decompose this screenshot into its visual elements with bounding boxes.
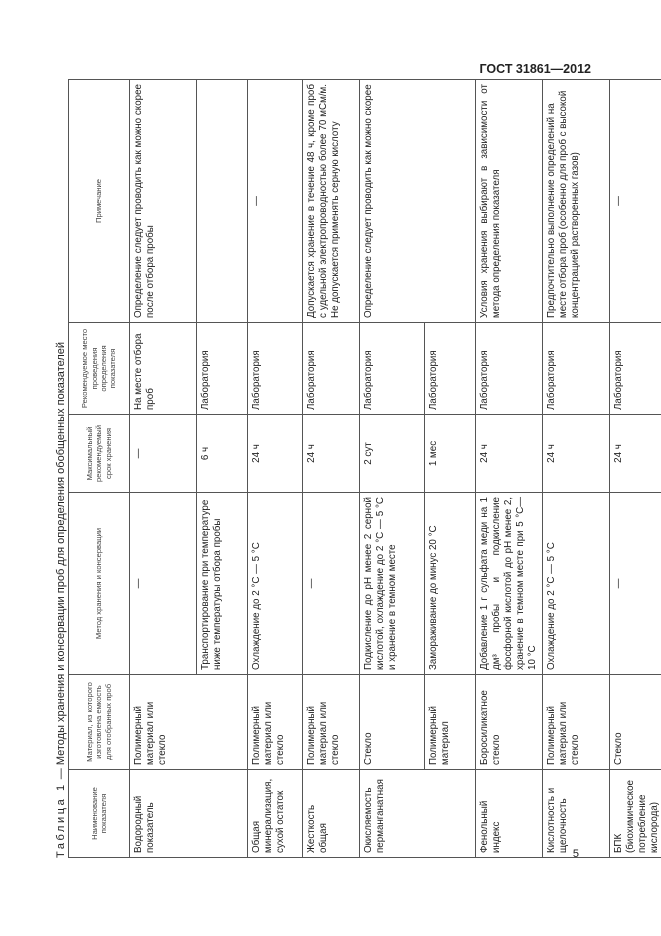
cell-method: — xyxy=(303,493,360,675)
table-row xyxy=(248,80,303,858)
cell-note: — xyxy=(610,80,661,323)
page-number: 5 xyxy=(572,848,579,860)
cell-place: Лаборатория xyxy=(303,323,360,415)
table-row xyxy=(360,80,425,858)
cell-method: Охлаждение до 2 °С — 5 °С xyxy=(248,493,303,675)
cell-material: Полимерный материал или стекло xyxy=(248,675,303,770)
table-row xyxy=(476,80,543,858)
cell-indicator: БПК (биохимическое потребление кислорода) xyxy=(610,770,661,858)
cell-place: Лаборатория xyxy=(425,323,476,415)
cell-material: Полимерный материал или стекло xyxy=(130,675,248,770)
cell-method: Подкисление до рН менее 2 серной кислотой, охлаждение до 2 °С — 5 °С и хранение в темном месте xyxy=(360,493,425,675)
cell-term: 6 ч xyxy=(197,415,248,493)
cell-material: Стекло xyxy=(610,675,661,770)
cell-term: 2 сут xyxy=(360,415,425,493)
cell-indicator: Фенольный индекс xyxy=(476,770,543,858)
column-header-term: Максимальный рекомендуемый срок хранения xyxy=(69,415,130,493)
cell-note: Допускается хранение в течение 48 ч, кроме проб с удельной электропроводностью более 70 мСм/м. Не допускается применять серную кислоту xyxy=(303,80,360,323)
cell-place: Лаборатория xyxy=(610,323,661,415)
table-row xyxy=(130,80,197,858)
cell-place: Лаборатория xyxy=(248,323,303,415)
cell-note: Определение следует проводить как можно скорее после отбора пробы xyxy=(130,80,197,323)
cell-method: Транспортирование при температуре ниже температуры отбора пробы xyxy=(197,493,248,675)
cell-term: 1 мес xyxy=(425,415,476,493)
cell-place: Лаборатория xyxy=(476,323,543,415)
cell-material: Полимерный материал или стекло xyxy=(303,675,360,770)
cell-term: 24 ч xyxy=(248,415,303,493)
table-row xyxy=(303,80,360,858)
table-row xyxy=(543,80,610,858)
cell-note: Определение следует проводить как можно скорее xyxy=(360,80,476,323)
cell-note: Условия хранения выбирают в зависимости от метода определения показателя xyxy=(476,80,543,323)
table-header-row xyxy=(69,80,130,858)
cell-method: — xyxy=(130,493,197,675)
column-header-note: Примечание xyxy=(69,80,130,323)
cell-method: Добавление 1 г сульфата меди на 1 дм³ пробы и подкисление фосфорной кислотой до рН менее 2, хранение в темном месте при 5 °С—10 °С xyxy=(476,493,543,675)
cell-note-empty xyxy=(197,80,248,323)
table-caption-prefix: Таблица 1 xyxy=(55,782,67,858)
cell-indicator: Водородный показатель xyxy=(130,770,248,858)
table-row xyxy=(610,80,661,858)
column-header-place: Рекомендуемое место проведения определения показателя xyxy=(69,323,130,415)
cell-term: — xyxy=(130,415,197,493)
standard-number: ГОСТ 31861—2012 xyxy=(479,62,591,76)
cell-material: Полимерный материал xyxy=(425,675,476,770)
column-header-indicator: Наименование показателя xyxy=(69,770,130,858)
cell-material: Боросиликатное стекло xyxy=(476,675,543,770)
cell-indicator: Общая минерализация, сухой остаток xyxy=(248,770,303,858)
cell-material: Полимерный материал или стекло xyxy=(543,675,610,770)
cell-note: — xyxy=(248,80,303,323)
cell-material: Стекло xyxy=(360,675,425,770)
column-header-material: Материал, из которого изготовлена емкость для отобранных проб xyxy=(69,675,130,770)
cell-place: Лаборатория xyxy=(543,323,610,415)
table-caption-text: — Методы хранения и консервации проб для определения обобщенных показателей xyxy=(55,341,67,783)
cell-term: 24 ч xyxy=(476,415,543,493)
cell-place: Лаборатория xyxy=(197,323,248,415)
cell-method: Замораживание до минус 20 °С xyxy=(425,493,476,675)
storage-methods-table xyxy=(68,79,661,858)
cell-note: Предпочтительно выполнение определений на месте отбора проб (особенно для проб с высокой концентрацией растворенных газов) xyxy=(543,80,610,323)
cell-term: 24 ч xyxy=(303,415,360,493)
column-header-method: Метод хранения и консервации xyxy=(69,493,130,675)
cell-place: На месте отбора проб xyxy=(130,323,197,415)
cell-indicator: Окисляемость перманганатная xyxy=(360,770,476,858)
cell-indicator: Жесткость общая xyxy=(303,770,360,858)
cell-method: — xyxy=(610,493,661,675)
table-caption xyxy=(55,342,67,858)
cell-term: 24 ч xyxy=(543,415,610,493)
cell-indicator: Кислотность и щелочность xyxy=(543,770,610,858)
cell-place: Лаборатория xyxy=(360,323,425,415)
cell-method: Охлаждение до 2 °С — 5 °С xyxy=(543,493,610,675)
rotated-table-block xyxy=(55,80,660,858)
cell-term: 24 ч xyxy=(610,415,661,493)
